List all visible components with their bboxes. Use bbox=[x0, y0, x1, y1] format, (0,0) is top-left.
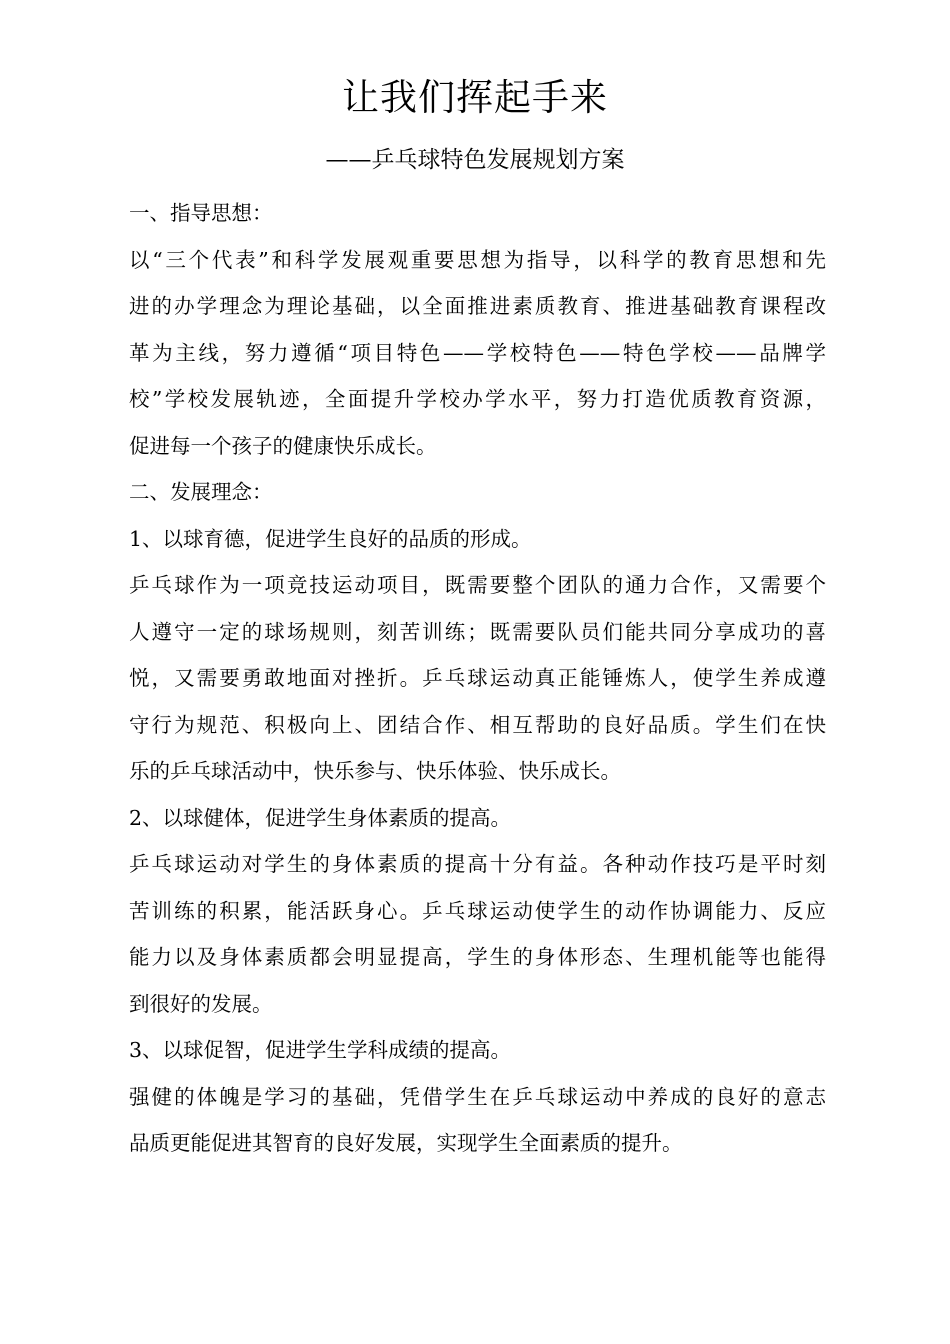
subheading-intellect: 3、以球促智，促进学生学科成绩的提高。 bbox=[129, 1038, 512, 1062]
paragraph-line: 品质更能促进其智育的良好发展，实现学生全面素质的提升。 bbox=[129, 1131, 683, 1155]
paragraph-line: 人遵守一定的球场规则，刻苦训练；既需要队员们能共同分享成功的喜 bbox=[129, 619, 826, 644]
paragraph-line: 以“三个代表”和科学发展观重要思想为指导，以科学的教育思想和先 bbox=[129, 247, 826, 272]
paragraph-line: 乐的乒乓球活动中，快乐参与、快乐体验、快乐成长。 bbox=[129, 759, 621, 783]
paragraph-line: 能力以及身体素质都会明显提高，学生的身体形态、生理机能等也能得 bbox=[129, 945, 826, 969]
paragraph-line: 强健的体魄是学习的基础，凭借学生在乒乓球运动中养成的良好的意志 bbox=[129, 1084, 826, 1109]
paragraph-line: 苦训练的积累，能活跃身心。乒乓球运动使学生的动作协调能力、反应 bbox=[129, 898, 826, 923]
paragraph-line: 乒乓球作为一项竞技运动项目，既需要整个团队的通力合作，又需要个 bbox=[129, 573, 826, 597]
paragraph-line: 校”学校发展轨迹，全面提升学校办学水平，努力打造优质教育资源， bbox=[129, 387, 826, 411]
document-title: 让我们挥起手来 bbox=[342, 76, 608, 119]
subheading-fitness: 2、以球健体，促进学生身体素质的提高。 bbox=[129, 805, 512, 830]
document-body bbox=[129, 190, 826, 1167]
section-heading-guiding-thought: 一、指导思想： bbox=[129, 201, 273, 225]
paragraph-line: 悦，又需要勇敢地面对挫折。乒乓球运动真正能锤炼人，使学生养成遵 bbox=[129, 666, 826, 690]
paragraph-line: 到很好的发展。 bbox=[129, 991, 273, 1016]
paragraph-line: 革为主线，努力遵循“项目特色——学校特色——特色学校——品牌学 bbox=[129, 340, 826, 365]
paragraph-line: 乒乓球运动对学生的身体素质的提高十分有益。各种动作技巧是平时刻 bbox=[129, 852, 826, 876]
section-heading-development-concept: 二、发展理念： bbox=[129, 480, 273, 504]
paragraph-line: 进的办学理念为理论基础，以全面推进素质教育、推进基础教育课程改 bbox=[129, 294, 826, 318]
paragraph-line: 守行为规范、积极向上、团结合作、相互帮助的良好品质。学生们在快 bbox=[129, 712, 826, 737]
paragraph-line: 促进每一个孩子的健康快乐成长。 bbox=[129, 433, 437, 458]
subheading-moral: 1、以球育德，促进学生良好的品质的形成。 bbox=[129, 526, 532, 551]
document-subtitle: ——乒乓球特色发展规划方案 bbox=[325, 147, 625, 173]
